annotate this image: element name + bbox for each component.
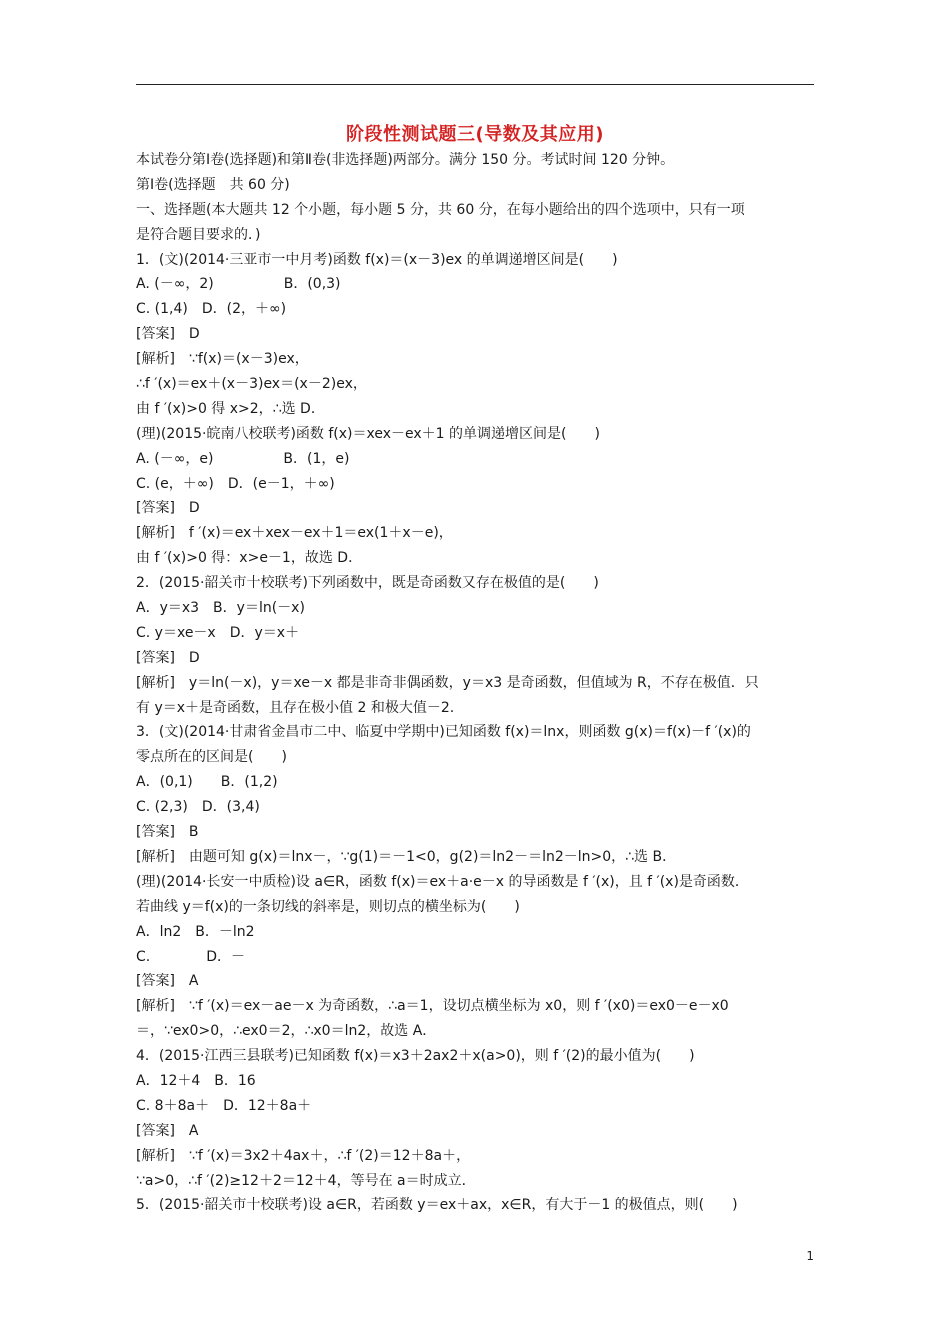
text-line: 一、选择题(本大题共 12 个小题，每小题 5 分，共 60 分，在每小题给出的四个选项中，只有一项 — [136, 201, 745, 218]
text-line: 第Ⅰ卷(选择题 共 60 分) — [136, 176, 290, 193]
text-line: A．12＋4 B．16 — [136, 1072, 256, 1089]
text-line: C. 8＋8a＋ D．12＋8a＋ — [136, 1097, 312, 1114]
text-line: ∴f ′(x)＝ex＋(x－3)ex＝(x－2)ex， — [136, 376, 367, 393]
text-line: 1．(文)(2014·三亚市一中月考)函数 f(x)＝(x－3)ex 的单调递增区间是( ) — [136, 251, 618, 268]
text-line: A．(0,1) B．(1,2) — [136, 774, 278, 791]
text-line: (理)(2015·皖南八校联考)函数 f(x)＝xex－ex＋1 的单调递增区间是( ) — [136, 425, 600, 442]
text-line: C. (2,3) D．(3,4) — [136, 799, 260, 816]
text-line: [解析] 由题可知 g(x)＝lnx－，∵g(1)＝－1<0，g(2)＝ln2－＝ln2－ln>0，∴选 B． — [136, 848, 677, 865]
text-line: [答案] A — [136, 1122, 199, 1139]
text-line: [答案] A — [136, 973, 199, 990]
text-line: ＝，∵ex0>0，∴ex0＝2，∴x0＝ln2，故选 A． — [136, 1023, 437, 1040]
text-line: 若曲线 y＝f(x)的一条切线的斜率是，则切点的横坐标为( ) — [136, 898, 520, 915]
text-line: [答案] D — [136, 500, 200, 517]
text-line: C. (1,4) D．(2，＋∞) — [136, 301, 287, 318]
text-line: 由 f ′(x)>0 得 x>2，∴选 D． — [136, 400, 325, 417]
text-line: [答案] B — [136, 824, 199, 841]
header-rule — [136, 84, 814, 85]
text-line: C. D．－ — [136, 948, 246, 965]
text-line: [解析] f ′(x)＝ex＋xex－ex＋1＝ex(1＋x－e)， — [136, 525, 453, 542]
page-number: 1 — [806, 1249, 814, 1263]
text-line: [解析] ∵f ′(x)＝3x2＋4ax＋，∴f ′(2)＝12＋8a＋， — [136, 1147, 471, 1164]
document-body — [136, 148, 816, 1218]
text-line: 本试卷分第Ⅰ卷(选择题)和第Ⅱ卷(非选择题)两部分。满分 150 分。考试时间 120 分钟。 — [136, 152, 675, 168]
text-line: C. (e，＋∞) D．(e－1，＋∞) — [136, 475, 335, 492]
text-line: [答案] D — [136, 649, 200, 666]
text-line: 是符合题目要求的．) — [136, 226, 261, 243]
text-line: ∵a>0，∴f ′(2)≥12＋2＝12＋4，等号在 a＝时成立． — [136, 1172, 476, 1189]
text-line: 3．(文)(2014·甘肃省金昌市二中、临夏中学期中)已知函数 f(x)＝lnx，则函数 g(x)＝f(x)－f ′(x)的 — [136, 724, 751, 741]
text-line: [解析] ∵f(x)＝(x－3)ex， — [136, 351, 309, 368]
text-line: 有 y＝x＋是奇函数，且存在极小值 2 和极大值－2. — [136, 699, 455, 716]
text-line: 零点所在的区间是( ) — [136, 749, 287, 766]
text-line: [解析] ∵f ′(x)＝ex－ae－x 为奇函数，∴a＝1，设切点横坐标为 x0，则 f ′(x0)＝ex0－e－x0 — [136, 998, 729, 1015]
document-title: 阶段性测试题三(导数及其应用) — [346, 124, 604, 145]
text-line: 由 f ′(x)>0 得：x>e－1，故选 D． — [136, 550, 363, 567]
text-line: [答案] D — [136, 326, 200, 343]
text-line: (理)(2014·长安一中质检)设 a∈R，函数 f(x)＝ex＋a·e－x 的导函数是 f ′(x)，且 f ′(x)是奇函数． — [136, 873, 749, 890]
text-line: 5．(2015·韶关市十校联考)设 a∈R，若函数 y＝ex＋ax，x∈R，有大于－1 的极值点，则( ) — [136, 1197, 738, 1214]
text-line: C. y＝xe－x D．y＝x＋ — [136, 624, 300, 641]
text-line: 2．(2015·韶关市十校联考)下列函数中，既是奇函数又存在极值的是( ) — [136, 575, 599, 592]
text-line: A. (－∞，2) B．(0,3) — [136, 276, 341, 293]
text-line: A．ln2 B．－ln2 — [136, 923, 255, 940]
text-line: A．y＝x3 B．y＝ln(－x) — [136, 600, 305, 617]
text-line: A. (－∞，e) B．(1，e) — [136, 450, 350, 467]
text-line: 4．(2015·江西三县联考)已知函数 f(x)＝x3＋2ax2＋x(a>0)，则 f ′(2)的最小值为( ) — [136, 1048, 695, 1065]
text-line: [解析] y＝ln(－x)，y＝xe－x 都是非奇非偶函数，y＝x3 是奇函数，但值域为 R，不存在极值．只 — [136, 674, 759, 691]
